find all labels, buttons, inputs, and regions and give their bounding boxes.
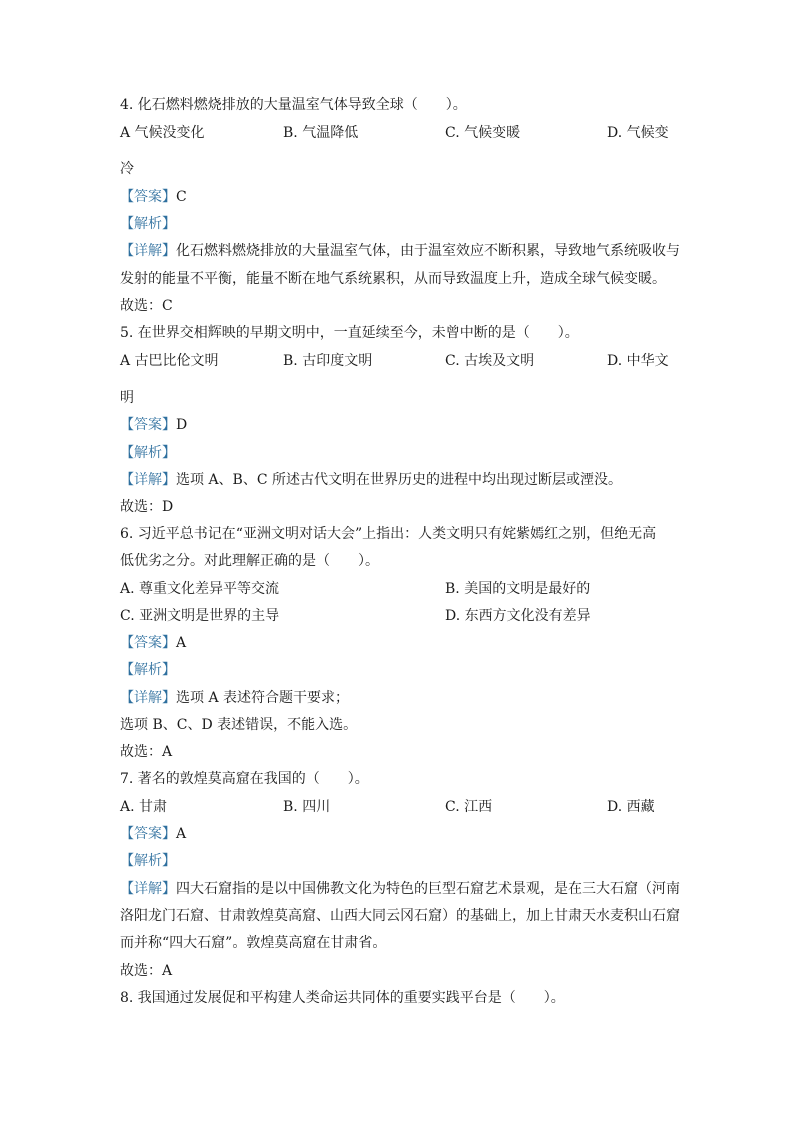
q5-analysis-tag: 【解析】 (120, 445, 176, 461)
q5-option-b: B. 古印度文明 (283, 353, 373, 369)
q6-option-a: A. 尊重文化差异平等交流 (120, 581, 280, 597)
q6-detail-1 (120, 689, 349, 707)
q6-answer (120, 634, 186, 652)
answer-tag: 【答案】 (120, 417, 176, 433)
q5-option-c: C. 古埃及文明 (445, 353, 535, 369)
q4-detail-1 (120, 242, 680, 260)
q4-analysis-tag: 【解析】 (120, 216, 176, 232)
detail-tag: 【详解】 (120, 243, 176, 259)
q6-analysis-tag: 【解析】 (120, 662, 176, 678)
detail-text: 化石燃料燃烧排放的大量温室气体，由于温室效应不断积累，导致地气系统吸收与 (176, 243, 680, 259)
answer-tag: 【答案】 (120, 826, 176, 842)
q7-detail-2: 洛阳龙门石窟、甘肃敦煌莫高窟、山西大同云冈石窟）的基础上，加上甘肃天水麦积山石窟 (120, 908, 680, 924)
q7-answer (120, 825, 186, 843)
question-6-stem-2: 低优劣之分。对此理解正确的是（ ）。 (120, 553, 379, 569)
q6-choice: 故选：A (120, 744, 173, 760)
answer-value: A (176, 635, 187, 651)
answer-value: A (176, 826, 187, 842)
q7-detail-3: 而并称“四大石窟”。敦煌莫高窟在甘肃省。 (120, 935, 387, 951)
answer-value: C (176, 189, 187, 205)
detail-tag: 【详解】 (120, 472, 176, 488)
answer-tag: 【答案】 (120, 635, 176, 651)
q6-option-d: D. 东西方文化没有差异 (445, 608, 591, 624)
detail-text: 选项 A、B、C 所述古代文明在世界历史的进程中均出现过断层或湮没。 (176, 472, 623, 488)
question-5-stem: 5. 在世界交相辉映的早期文明中，一直延续至今，未曾中断的是（ ）。 (120, 325, 579, 341)
question-6-stem-1: 6. 习近平总书记在“亚洲文明对话大会”上指出：人类文明只有姹紫嫣红之别，但绝无高 (120, 526, 657, 542)
q5-answer (120, 416, 187, 434)
q4-answer (120, 188, 187, 206)
q6-option-b: B. 美国的文明是最好的 (445, 581, 591, 597)
q4-choice: 故选：C (120, 298, 173, 314)
answer-tag: 【答案】 (120, 189, 176, 205)
q5-option-d-wrap: 明 (120, 390, 134, 406)
q7-option-b: B. 四川 (283, 799, 331, 815)
q7-detail-1 (120, 880, 680, 898)
detail-tag: 【详解】 (120, 690, 176, 706)
answer-value: D (176, 417, 188, 433)
q4-detail-2: 发射的能量不平衡，能量不断在地气系统累积，从而导致温度上升，造成全球气候变暖。 (120, 271, 666, 287)
q6-option-c: C. 亚洲文明是世界的主导 (120, 608, 280, 624)
detail-text: 选项 A 表述符合题干要求； (176, 690, 350, 706)
q7-option-d: D. 西藏 (607, 799, 655, 815)
q5-option-a: A 古巴比伦文明 (120, 353, 219, 369)
q7-analysis-tag: 【解析】 (120, 853, 176, 869)
detail-text: 四大石窟指的是以中国佛教文化为特色的巨型石窟艺术景观，是在三大石窟（河南 (176, 881, 680, 897)
q5-detail-1 (120, 471, 622, 489)
question-7-stem: 7. 著名的敦煌莫高窟在我国的（ ）。 (120, 771, 369, 787)
q4-option-b: B. 气温降低 (283, 125, 359, 141)
detail-tag: 【详解】 (120, 881, 176, 897)
q7-choice: 故选：A (120, 963, 173, 979)
q4-option-d-wrap: 冷 (120, 161, 134, 177)
q5-choice: 故选：D (120, 499, 174, 515)
question-8-stem: 8. 我国通过发展促和平构建人类命运共同体的重要实践平台是（ ）。 (120, 990, 565, 1006)
q7-option-a: A. 甘肃 (120, 799, 168, 815)
q4-option-d: D. 气候变 (607, 125, 669, 141)
q4-option-c: C. 气候变暖 (445, 125, 521, 141)
question-4-stem: 4. 化石燃料燃烧排放的大量温室气体导致全球（ ）。 (120, 97, 467, 113)
q7-option-c: C. 江西 (445, 799, 493, 815)
q6-detail-2: 选项 B、C、D 表述错误，不能入选。 (120, 717, 358, 733)
q4-option-a: A 气候没变化 (120, 125, 205, 141)
q5-option-d: D. 中华文 (607, 353, 669, 369)
